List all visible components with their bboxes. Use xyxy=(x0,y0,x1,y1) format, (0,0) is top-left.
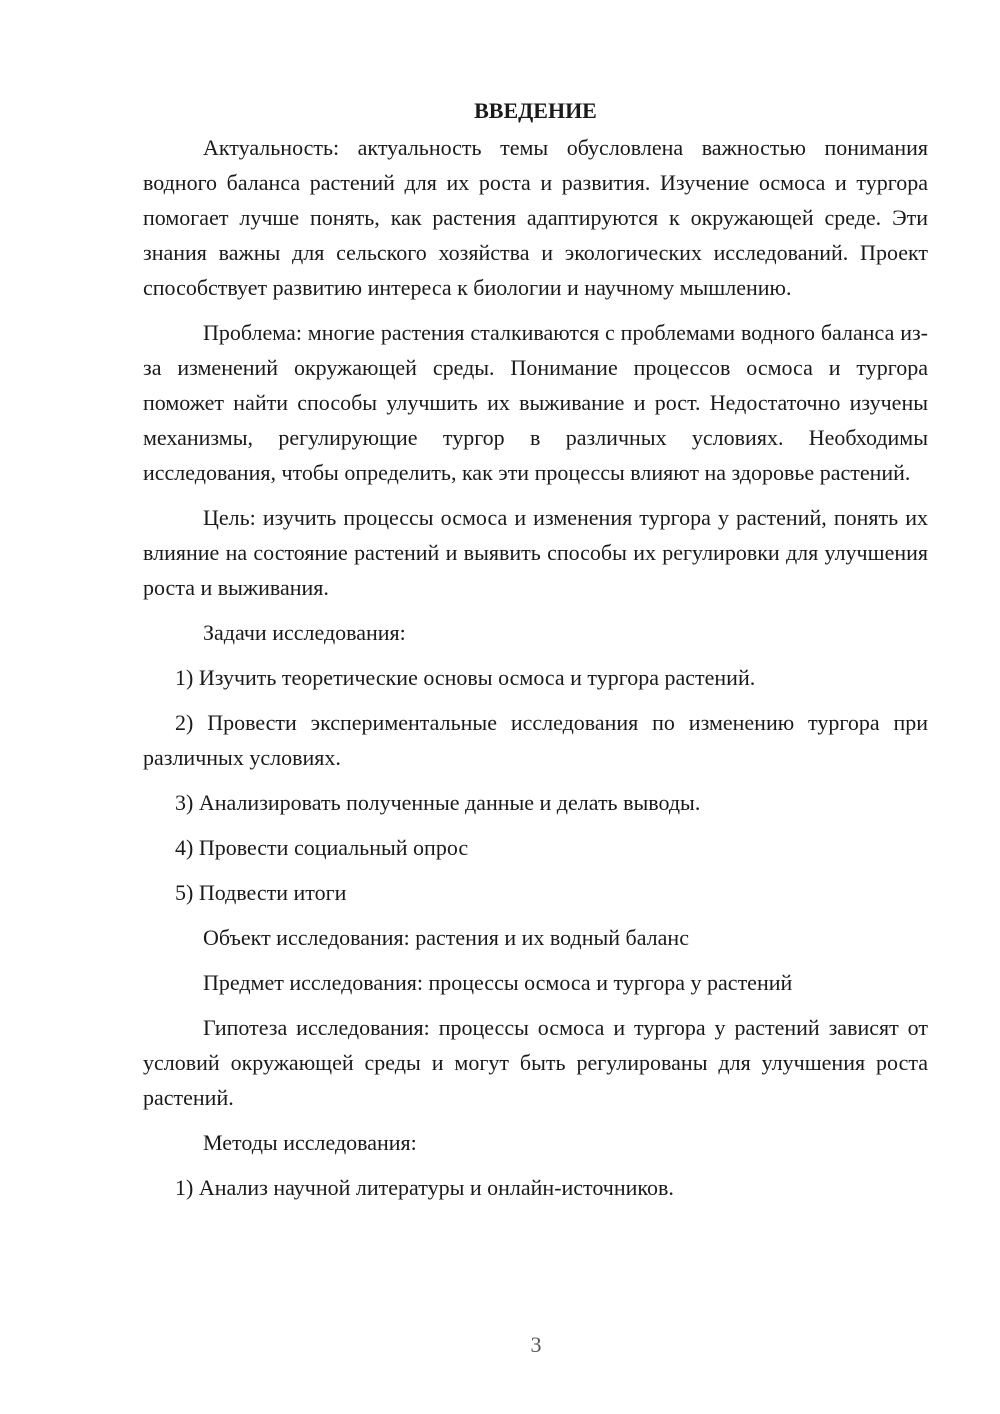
tasks-heading: Задачи исследования: xyxy=(203,620,406,645)
task-item-4: 4) Провести социальный опрос xyxy=(175,835,469,860)
task-item-2: 2) Провести экспериментальные исследования по изменению тургора при различных условиях. xyxy=(143,710,928,770)
goal-paragraph: Цель: изучить процессы осмоса и изменения тургора у растений, понять их влияние на состояние растений и выявить способы их регулировки для улучшения роста и выживания. xyxy=(143,505,928,600)
research-subject: Предмет исследования: процессы осмоса и тургора у растений xyxy=(203,970,793,995)
task-item-5: 5) Подвести итоги xyxy=(175,880,347,905)
problem-paragraph: Проблема: многие растения сталкиваются с проблемами водного баланса из-за изменений окружающей среды. Понимание процессов осмоса и тургора поможет найти способы улучшить их выживание и рост. Недостаточно изучены механизмы, регулирующие тургор в различных условиях. Необходимы исследования, чтобы определить, как эти процессы влияют на здоровье растений. xyxy=(143,320,928,485)
page-title: ВВЕДЕНИЕ xyxy=(474,98,597,123)
hypothesis-paragraph: Гипотеза исследования: процессы осмоса и тургора у растений зависят от условий окружающей среды и могут быть регулированы для улучшения роста растений. xyxy=(143,1015,928,1110)
methods-heading: Методы исследования: xyxy=(203,1130,417,1155)
task-item-1: 1) Изучить теоретические основы осмоса и тургора растений. xyxy=(175,665,756,690)
relevance-paragraph: Актуальность: актуальность темы обусловлена важностью понимания водного баланса растений для их роста и развития. Изучение осмоса и тургора помогает лучше понять, как растения адаптируются к окружающей среде. Эти знания важны для сельского хозяйства и экологических исследований. Проект способствует развитию интереса к биологии и научному мышлению. xyxy=(143,135,928,300)
method-item-1: 1) Анализ научной литературы и онлайн-источников. xyxy=(175,1175,674,1200)
task-item-3: 3) Анализировать полученные данные и делать выводы. xyxy=(175,790,701,815)
page-number: 3 xyxy=(530,1332,542,1357)
document-page xyxy=(143,92,928,1215)
research-object: Объект исследования: растения и их водный баланс xyxy=(203,925,689,950)
